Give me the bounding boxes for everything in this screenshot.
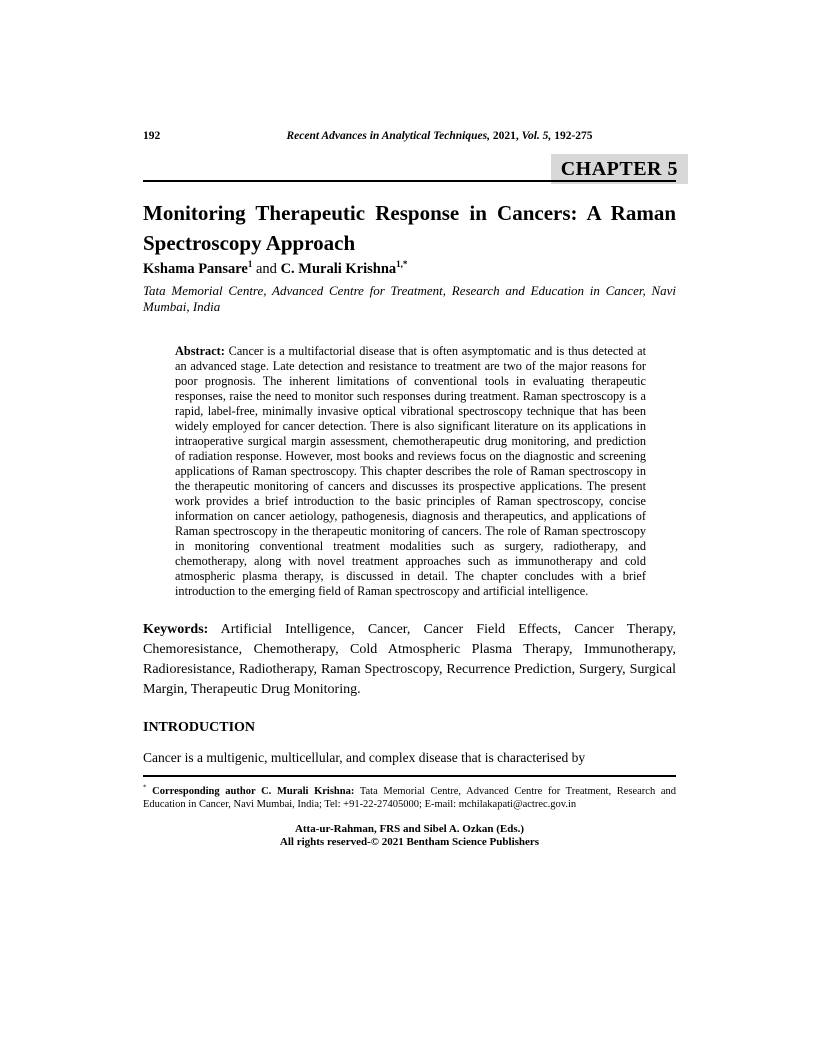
footnote-text: Tata Memorial Centre, Advanced Centre for Treatment, Research and Education in Cancer, Navi Mumbai, India; Tel: +91-22-27405000; E-mail: mchilakapati@actrec.gov.in	[143, 785, 677, 810]
keywords-label: Keywords:	[143, 622, 209, 637]
chapter-title: Monitoring Therapeutic Response in Cancers: A Raman Spectroscopy Approach	[143, 201, 676, 255]
footnote-separator	[143, 775, 676, 777]
publisher-block	[143, 823, 676, 850]
abstract-label: Abstract:	[175, 344, 225, 358]
keywords	[143, 620, 676, 700]
copyright-line: All rights reserved-© 2021 Bentham Science Publishers	[279, 836, 540, 848]
page-number: 192	[143, 130, 161, 142]
chapter-badge: CHAPTER 5	[551, 154, 688, 184]
chapter-banner	[143, 154, 676, 184]
authors-connector: and	[252, 261, 281, 277]
abstract-text: Cancer is a multifactorial disease that is often asymptomatic and is thus detected at an advanced stage. Late detection and resistance to treatment are two of the major reasons for poor prognosis. The inherent limitations of conventional tools in evaluating therapeutic responses, raise the need to monitor such responses during treatment. Raman spectroscopy is a rapid, label-free, minimally invasive optical vibrational spectroscopy technique that has been widely employed for cancer detection. There is also significant literature on its applications in intraoperative surgical margin assessment, chemotherapeutic drug monitoring, and prediction of radiation response. However, most books and reviews focus on the diagnostic and screening applications of Raman spectroscopy. This chapter describes the role of Raman spectroscopy in the therapeutic monitoring of cancers and discusses its prospective applications. The present work provides a brief introduction to the basic principles of Raman spectroscopy, concise information on cancer aetiology, pathogenesis, diagnosis and therapeutics, and applications of Raman spectroscopy in the therapeutic monitoring of cancers. The role of Raman spectroscopy in monitoring conventional treatment modalities such as surgery, radiotherapy, and chemotherapy, along with novel treatment approaches such as immunotherapy and cold atmospheric plasma therapy, is discussed in detail. The chapter concludes with a brief introduction to the emerging field of Raman spectroscopy and artificial intelligence.	[175, 344, 646, 598]
footnote-label: Corresponding author C. Murali Krishna:	[152, 785, 355, 797]
introduction-first-line: Cancer is a multigenic, multicellular, and complex disease that is characterised by	[143, 750, 586, 765]
journal-year: 2021,	[492, 130, 522, 142]
journal-pages: 192-275	[554, 130, 593, 142]
author-name-2: C. Murali Krishna	[280, 261, 397, 277]
author-1-affiliation-mark: 1	[247, 259, 253, 270]
running-header	[143, 130, 676, 144]
author-name-1: Kshama Pansare	[143, 261, 248, 277]
keywords-text: Artificial Intelligence, Cancer, Cancer Field Effects, Cancer Therapy, Chemoresistance, Chemotherapy, Cold Atmospheric Plasma Therapy, Immunotherapy, Radioresistance, Radiotherapy, Raman Spectroscopy, Recurrence Prediction, Surgery, Surgical Margin, Therapeutic Drug Monitoring.	[143, 622, 676, 697]
introduction-heading: INTRODUCTION	[143, 720, 256, 735]
affiliation: Tata Memorial Centre, Advanced Centre for Treatment, Research and Education in Cancer, Navi Mumbai, India	[143, 283, 676, 314]
corresponding-author-footnote	[143, 785, 676, 812]
header-rule	[143, 180, 676, 182]
editors-line: Atta-ur-Rahman, FRS and Sibel A. Ozkan (Eds.)	[294, 822, 525, 835]
journal-citation	[203, 130, 676, 142]
author-2-affiliation-mark: 1,*	[396, 259, 408, 270]
authors-line	[143, 260, 676, 278]
journal-volume: Vol. 5,	[521, 130, 555, 142]
journal-title: Recent Advances in Analytical Techniques,	[286, 130, 493, 142]
footnote-marker: *	[143, 783, 147, 791]
abstract	[175, 344, 646, 599]
